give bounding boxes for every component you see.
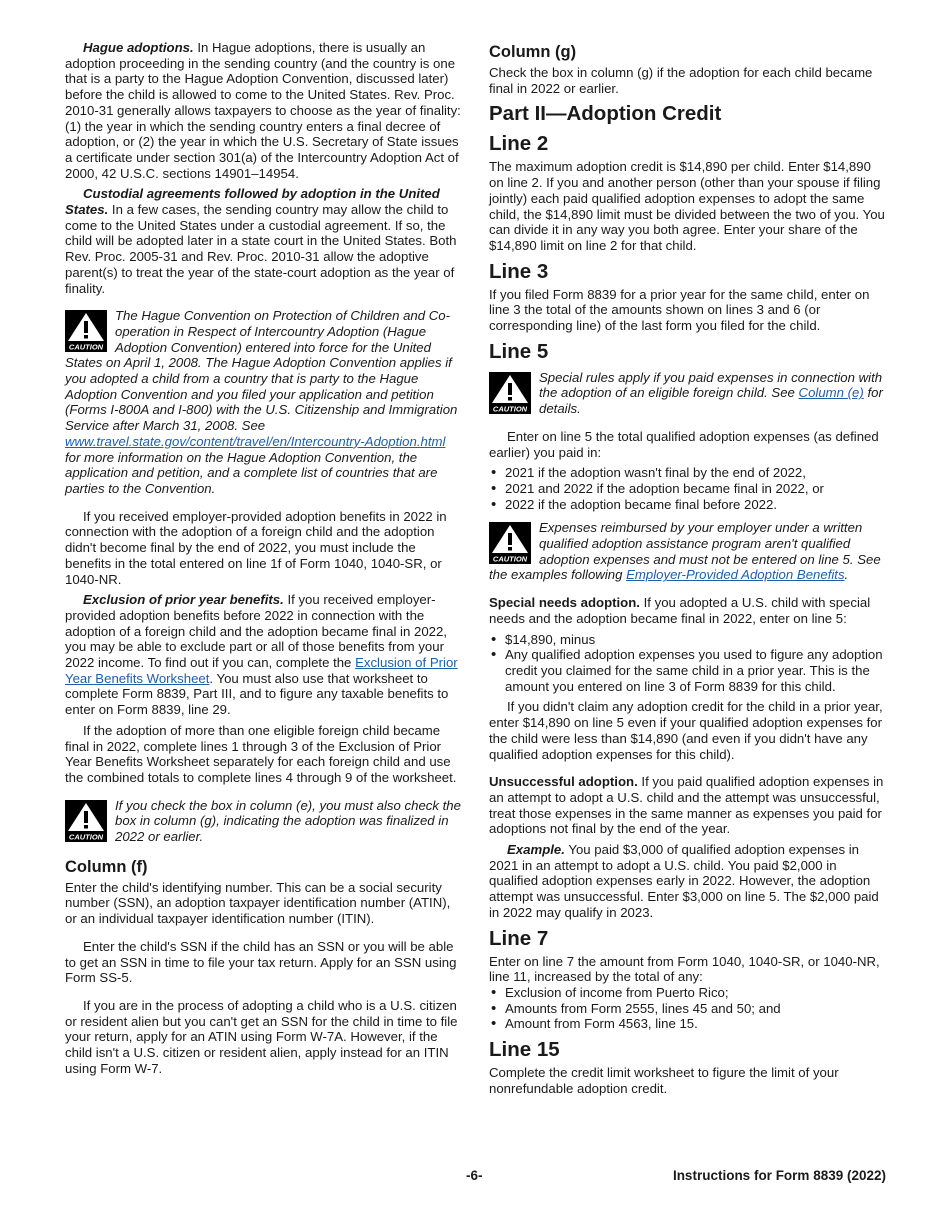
list-item: • Any qualified adoption expenses you used to figure any adoption credit you claimed for the same child in a prior year. This is the amount you entered on line 3 of Form 8839 for this child. bbox=[489, 647, 886, 694]
caution-text-before: Expenses reimbursed by your employer under a written qualified adoption assistance program aren't qualified adoption expenses and must not be entered on line 5. See the examples following bbox=[489, 520, 881, 583]
column-f-paragraph-1: Enter the child's identifying number. This can be a social security number (SSN), an adoption taxpayer identification number (ATIN), or an individual taxpayer identification number (ITIN). bbox=[65, 879, 451, 927]
line-7-bullet-list bbox=[489, 985, 886, 1032]
exclusion-paragraph bbox=[65, 592, 462, 718]
list-item: • 2021 if the adoption wasn't final by the end of 2022, bbox=[489, 465, 886, 481]
form-title-footer: Instructions for Form 8839 (2022) bbox=[672, 1168, 886, 1183]
list-item: • Amounts from Form 2555, lines 45 and 50; and bbox=[489, 1001, 886, 1017]
column-g-text: Check the box in column (g) if the adoption for each child became final in 2022 or earlier. bbox=[489, 65, 873, 96]
hague-title: Hague adoptions. bbox=[83, 40, 194, 55]
special-needs-followup: If you didn't claim any adoption credit for the child in a prior year, enter $14,890 on line 5 even if your qualified adoption expenses for the child were less than $14,890 (and even if you didn't have any qualified adoption expenses for this child). bbox=[489, 699, 883, 762]
exclusion-text-before: If you received employer-provided adoption benefits before 2022 in connection with the adoption of a foreign child and the adoption became final in 2022, you may be able to exclude part or all of those benefits from your 2022 income. To find out if you can, complete the bbox=[65, 592, 447, 671]
column-g-heading: Column (g) bbox=[489, 43, 577, 61]
exclusion-worksheet-link[interactable]: Exclusion of Prior Year Benefits Worksheet bbox=[65, 655, 458, 686]
line-3-text: If you filed Form 8839 for a prior year for the same child, enter on line 3 the total of the amounts shown on lines 3 and 6 (or corresponding line) of the last form you filed for the child. bbox=[489, 286, 870, 334]
line-3-heading: Line 3 bbox=[489, 259, 549, 283]
caution-note-column-e bbox=[65, 798, 462, 845]
list-item: • 2022 if the adoption became final before 2022. bbox=[489, 497, 886, 513]
caution-icon bbox=[65, 310, 107, 352]
line-2-text: The maximum adoption credit is $14,890 per child. Enter $14,890 on line 2. If you and another person (other than your spouse if filing jointly) each paid qualified adoption expenses to adopt the same child, the $14,890 limit must be divided between the two of you. You can divide it in any way you both agree. Enter your share of the $14,890 limit on line 2 for that child. bbox=[489, 159, 885, 253]
line-7-heading: Line 7 bbox=[489, 926, 549, 950]
example-title: Example. bbox=[507, 842, 565, 858]
hague-paragraph bbox=[65, 40, 462, 181]
line-15-text: Complete the credit limit worksheet to figure the limit of your nonrefundable adoption credit. bbox=[489, 1065, 839, 1096]
column-f-paragraph-2: Enter the child's SSN if the child has an SSN or you will be able to get an SSN in time to file your tax return. Apply for an SSN using Form SS-5. bbox=[65, 938, 457, 986]
caution-icon bbox=[489, 372, 531, 414]
caution-note-foreign-child bbox=[489, 370, 886, 417]
unsuccessful-adoption-text: If you paid qualified adoption expenses in an attempt to adopt a U.S. child and the attempt was unsuccessful, treat those expenses in the same manner as expenses you paid for adoptions not final by the end of the year. bbox=[489, 774, 884, 837]
caution-note-reimbursed-expenses bbox=[489, 520, 886, 583]
list-item: • Amount from Form 4563, line 15. bbox=[489, 1016, 886, 1032]
caution-note-hague-convention bbox=[65, 308, 462, 496]
custodial-text: In a few cases, the sending country may allow the child to come to the United States under a custodial agreement. If so, the child will be adopted later in a state court in the United States. Both Rev. Proc. 2005-31 and Rev. Proc. 2010-31 allow the adoptive parent(s) to treat the year of the state-court adoption as the year of finality. bbox=[65, 202, 457, 296]
multiple-children-paragraph: If the adoption of more than one eligible foreign child became final in 2022, complete lines 1 through 3 of the Exclusion of Prior Year Benefits Worksheet separately for each foreign child and use the combined totals to complete lines 4 through 9 of the worksheet. bbox=[65, 722, 457, 785]
caution-icon bbox=[65, 800, 107, 842]
special-needs-title: Special needs adoption. bbox=[489, 595, 640, 611]
custodial-title: Custodial agreements followed by adoption in the United States. bbox=[65, 186, 440, 218]
line-5-heading: Line 5 bbox=[489, 339, 549, 363]
caution-icon-label: CAUTION bbox=[492, 404, 528, 414]
example-text: You paid $3,000 of qualified adoption expenses in 2021 in an attempt to adopt a U.S. child. You paid $2,000 in qualified adoption expenses early in 2022. However, the adoption attempt was unsuccessful. Enter $3,000 on line 5. The $2,000 paid in 2022 may qualify in 2023. bbox=[489, 842, 879, 920]
caution-text-before: The Hague Convention on Protection of Children and Co-operation in Respect of Intercountry Adoption (Hague Adoption Convention) entered into force for the United States on April 1, 2008. The Hague Adoption Convention applies if you adopted a child from a country that is party to the Hague Adoption Convention and you filed your application and petition (Forms I-800A and I-800) with the U.S. Citizenship and Immigration Service after March 31, 2008. See bbox=[65, 308, 458, 434]
list-item: • $14,890, minus bbox=[489, 632, 886, 648]
special-needs-paragraph bbox=[489, 595, 886, 626]
unsuccessful-adoption-paragraph bbox=[489, 774, 886, 837]
line-5-intro: Enter on line 5 the total qualified adoption expenses (as defined earlier) you paid in: bbox=[489, 428, 879, 460]
caution-icon-label: CAUTION bbox=[492, 554, 528, 564]
column-e-link[interactable]: Column (e) bbox=[798, 385, 864, 401]
list-item: • Exclusion of income from Puerto Rico; bbox=[489, 985, 886, 1001]
part-2-heading: Part II—Adoption Credit bbox=[489, 102, 722, 126]
caution-icon-label: CAUTION bbox=[68, 832, 104, 842]
page-number: -6- bbox=[466, 1168, 483, 1183]
caution-text-after: . bbox=[844, 567, 849, 583]
intercountry-adoption-link[interactable]: www.travel.state.gov/content/travel/en/Intercountry-Adoption.html bbox=[65, 433, 446, 449]
employer-provided-benefits-link[interactable]: Employer-Provided Adoption Benefits bbox=[626, 567, 845, 583]
caution-text: If you check the box in column (e), you must also check the box in column (g), indicating the adoption was finalized in 2022 or earlier. bbox=[115, 797, 461, 845]
special-needs-bullet-list bbox=[489, 632, 886, 695]
line-2-heading: Line 2 bbox=[489, 132, 549, 156]
exclusion-title: Exclusion of prior year benefits. bbox=[83, 592, 284, 608]
line-7-intro: Enter on line 7 the amount from Form 1040, 1040-SR, or 1040-NR, line 11, increased by the total of any: bbox=[489, 953, 880, 985]
left-column bbox=[65, 40, 462, 1081]
column-f-heading: Column (f) bbox=[65, 857, 148, 876]
hague-text: In Hague adoptions, there is usually an adoption proceeding in the sending country (and the country is one that is a party to the Hague Adoption Convention, discussed later) before the child is allowed to come to the United States. Rev. Proc. 2010-31 generally allows taxpayers to choose as the year of finality: (1) the year in which the sending country enters a final decree of adoption, or (2) the year in which the U.S. Secretary of State issues a certificate under section 301(a) of the Intercountry Adoption Act of 2000, 42 U.S.C. sections 14901–14954. bbox=[65, 40, 461, 181]
list-item: • 2021 and 2022 if the adoption became final in 2022, or bbox=[489, 481, 886, 497]
custodial-paragraph bbox=[65, 186, 462, 296]
line-5-bullet-list bbox=[489, 465, 886, 512]
exclusion-text-after: . You must also use that worksheet to complete Form 8839, Part III, and to figure any taxable benefits to enter on Form 8839, line 29. bbox=[65, 670, 449, 718]
caution-icon bbox=[489, 522, 531, 564]
employer-benefits-paragraph: If you received employer-provided adoption benefits in 2022 in connection with the adoption of a foreign child and the adoption didn't become final by the end of 2022, you must include the benefits in the total entered on line 1f of Form 1040, 1040-SR, or 1040-NR. bbox=[65, 508, 447, 587]
special-needs-text: If you adopted a U.S. child with special needs and the adoption became final in 2022, enter on line 5: bbox=[489, 595, 871, 626]
line-15-heading: Line 15 bbox=[489, 1038, 560, 1062]
unsuccessful-adoption-title: Unsuccessful adoption. bbox=[489, 774, 638, 790]
caution-icon-label: CAUTION bbox=[68, 342, 104, 352]
caution-text-after: for more information on the Hague Adoption Convention, the application and petition, and a complete list of countries that are parties to the Convention. bbox=[65, 449, 438, 496]
right-column bbox=[489, 40, 886, 1101]
caution-text-after: for details. bbox=[539, 385, 883, 417]
example-paragraph bbox=[489, 842, 886, 921]
column-f-paragraph-3: If you are in the process of adopting a child who is a U.S. citizen or resident alien but you can't get an SSN for the child in time to file your return, apply for an ATIN using Form W-7A. However, if the child isn't a U.S. citizen or resident alien, apply instead for an ITIN using Form W-7. bbox=[65, 997, 458, 1076]
caution-text-before: Special rules apply if you paid expenses in connection with the adoption of an eligible foreign child. See bbox=[539, 369, 883, 401]
